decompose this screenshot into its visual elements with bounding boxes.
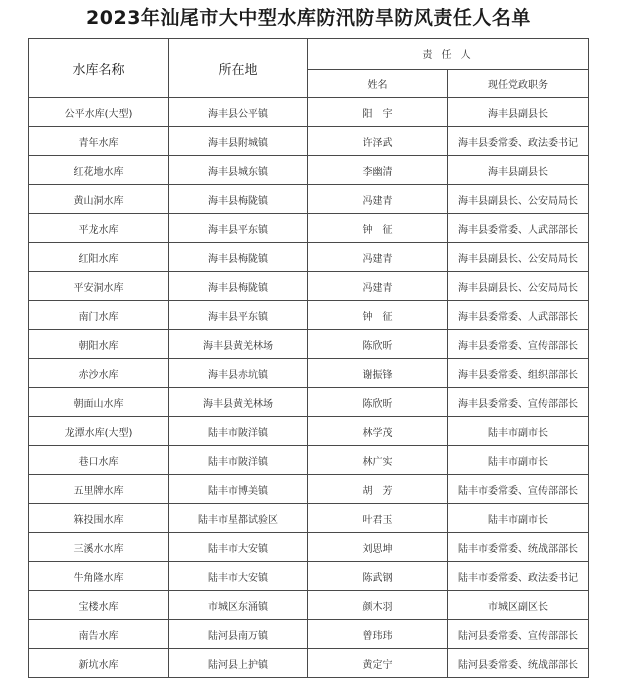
responsibility-table	[28, 38, 589, 678]
cell-location: 陆丰市陂洋镇	[169, 446, 308, 475]
cell-position: 海丰县副县长、公安局局长	[448, 243, 589, 272]
cell-location: 海丰县平东镇	[169, 301, 308, 330]
cell-position: 海丰县副县长	[448, 156, 589, 185]
cell-position: 陆丰市委常委、政法委书记	[448, 562, 589, 591]
cell-name: 黄定宁	[308, 649, 448, 678]
cell-reservoir: 黄山洞水库	[29, 185, 169, 214]
table-row	[29, 649, 589, 678]
cell-location: 海丰县平东镇	[169, 214, 308, 243]
cell-name: 阳 宇	[308, 98, 448, 127]
cell-reservoir: 朝阳水库	[29, 330, 169, 359]
cell-location: 陆丰市星都试验区	[169, 504, 308, 533]
cell-position: 海丰县委常委、宣传部部长	[448, 330, 589, 359]
table-row	[29, 214, 589, 243]
table-body	[29, 98, 589, 678]
cell-reservoir: 平龙水库	[29, 214, 169, 243]
cell-location: 海丰县黄羌林场	[169, 330, 308, 359]
table-header	[29, 39, 589, 98]
cell-reservoir: 红花地水库	[29, 156, 169, 185]
cell-position: 海丰县副县长、公安局局长	[448, 185, 589, 214]
cell-name: 陈欣昕	[308, 388, 448, 417]
header-row	[29, 39, 589, 70]
cell-name: 冯建青	[308, 243, 448, 272]
table-row	[29, 127, 589, 156]
cell-location: 海丰县公平镇	[169, 98, 308, 127]
cell-name: 曾玮玮	[308, 620, 448, 649]
table-row	[29, 475, 589, 504]
cell-location: 市城区东涌镇	[169, 591, 308, 620]
cell-position: 海丰县委常委、人武部部长	[448, 214, 589, 243]
cell-position: 陆丰市委常委、统战部部长	[448, 533, 589, 562]
cell-location: 陆丰市大安镇	[169, 533, 308, 562]
cell-reservoir: 新坑水库	[29, 649, 169, 678]
table-row	[29, 98, 589, 127]
cell-reservoir: 青年水库	[29, 127, 169, 156]
cell-location: 海丰县梅陇镇	[169, 243, 308, 272]
cell-reservoir: 公平水库(大型)	[29, 98, 169, 127]
table-row	[29, 591, 589, 620]
header-reservoir-name: 水库名称	[29, 39, 169, 98]
header-responsible-person: 责 任 人	[308, 39, 589, 70]
cell-name: 陈欣昕	[308, 330, 448, 359]
cell-name: 胡 芳	[308, 475, 448, 504]
cell-reservoir: 箖投围水库	[29, 504, 169, 533]
cell-location: 海丰县赤坑镇	[169, 359, 308, 388]
cell-position: 海丰县委常委、组织部部长	[448, 359, 589, 388]
cell-location: 陆丰市博美镇	[169, 475, 308, 504]
cell-name: 钟 征	[308, 214, 448, 243]
table-row	[29, 301, 589, 330]
table-row	[29, 359, 589, 388]
table-row	[29, 504, 589, 533]
cell-location: 陆河县上护镇	[169, 649, 308, 678]
cell-name: 林学茂	[308, 417, 448, 446]
cell-reservoir: 巷口水库	[29, 446, 169, 475]
cell-location: 海丰县梅陇镇	[169, 185, 308, 214]
table-row	[29, 156, 589, 185]
table-row	[29, 446, 589, 475]
table-row	[29, 620, 589, 649]
cell-location: 海丰县附城镇	[169, 127, 308, 156]
cell-position: 市城区副区长	[448, 591, 589, 620]
cell-reservoir: 龙潭水库(大型)	[29, 417, 169, 446]
header-location: 所在地	[169, 39, 308, 98]
header-position: 现任党政职务	[448, 69, 589, 97]
cell-name: 李幽清	[308, 156, 448, 185]
cell-name: 林广实	[308, 446, 448, 475]
cell-reservoir: 牛角隆水库	[29, 562, 169, 591]
cell-name: 陈武钢	[308, 562, 448, 591]
cell-name: 谢振锋	[308, 359, 448, 388]
cell-reservoir: 五里牌水库	[29, 475, 169, 504]
table-row	[29, 272, 589, 301]
cell-reservoir: 平安洞水库	[29, 272, 169, 301]
table-row	[29, 417, 589, 446]
cell-reservoir: 赤沙水库	[29, 359, 169, 388]
cell-location: 海丰县黄羌林场	[169, 388, 308, 417]
cell-position: 海丰县委常委、宣传部部长	[448, 388, 589, 417]
header-name: 姓名	[308, 69, 448, 97]
cell-name: 钟 征	[308, 301, 448, 330]
cell-position: 陆丰市副市长	[448, 446, 589, 475]
table-row	[29, 388, 589, 417]
cell-location: 陆河县南万镇	[169, 620, 308, 649]
cell-name: 许泽武	[308, 127, 448, 156]
cell-reservoir: 南门水库	[29, 301, 169, 330]
cell-reservoir: 红阳水库	[29, 243, 169, 272]
cell-position: 海丰县副县长、公安局局长	[448, 272, 589, 301]
cell-position: 海丰县副县长	[448, 98, 589, 127]
cell-name: 冯建青	[308, 272, 448, 301]
cell-location: 海丰县城东镇	[169, 156, 308, 185]
cell-reservoir: 南告水库	[29, 620, 169, 649]
cell-name: 冯建青	[308, 185, 448, 214]
cell-position: 海丰县委常委、人武部部长	[448, 301, 589, 330]
cell-location: 陆丰市大安镇	[169, 562, 308, 591]
cell-position: 陆河县委常委、宣传部部长	[448, 620, 589, 649]
cell-location: 海丰县梅陇镇	[169, 272, 308, 301]
table-row	[29, 533, 589, 562]
cell-reservoir: 三溪水水库	[29, 533, 169, 562]
cell-position: 陆丰市委常委、宣传部部长	[448, 475, 589, 504]
cell-reservoir: 朝面山水库	[29, 388, 169, 417]
cell-position: 陆丰市副市长	[448, 417, 589, 446]
cell-location: 陆丰市陂洋镇	[169, 417, 308, 446]
table-row	[29, 243, 589, 272]
cell-reservoir: 宝楼水库	[29, 591, 169, 620]
cell-name: 刘思坤	[308, 533, 448, 562]
document-title: 2023年汕尾市大中型水库防汛防旱防风责任人名单	[86, 7, 531, 29]
table-row	[29, 562, 589, 591]
cell-position: 陆河县委常委、统战部部长	[448, 649, 589, 678]
table-row	[29, 185, 589, 214]
table-row	[29, 330, 589, 359]
cell-position: 海丰县委常委、政法委书记	[448, 127, 589, 156]
cell-name: 叶君玉	[308, 504, 448, 533]
cell-position: 陆丰市副市长	[448, 504, 589, 533]
cell-name: 颜木羽	[308, 591, 448, 620]
